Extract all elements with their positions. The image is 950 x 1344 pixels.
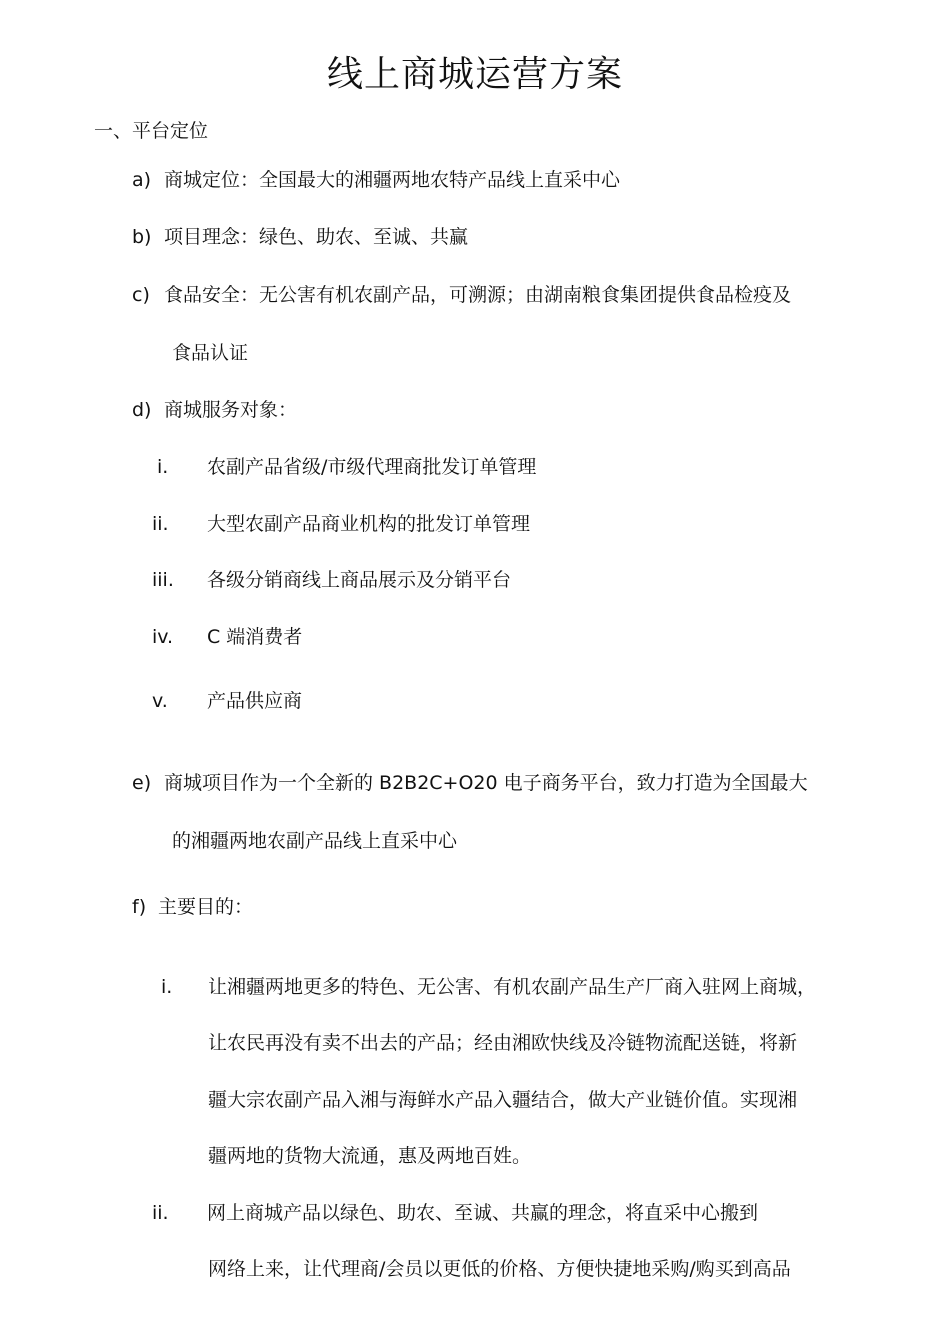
f-subitem-number: i. <box>161 976 173 998</box>
d-subitem-text: 大型农副产品商业机构的批发订单管理 <box>207 513 531 535</box>
item-d-marker: d) <box>132 399 152 421</box>
f-subitem-line: 网络上来，让代理商/会员以更低的价格、方便快捷地采购/购买到高品 <box>208 1258 791 1280</box>
item-d-text: 商城服务对象： <box>164 399 298 421</box>
d-subitem-text: 农副产品省级/市级代理商批发订单管理 <box>207 456 537 478</box>
item-c-text-line2: 食品认证 <box>172 342 249 364</box>
item-a-text: 商城定位：全国最大的湘疆两地农特产品线上直采中心 <box>164 169 621 191</box>
d-subitem-number: iv. <box>152 626 174 648</box>
item-f-marker: f) <box>132 896 147 918</box>
item-f-text: 主要目的： <box>158 896 254 918</box>
f-subitem-line: 疆两地的货物大流通，惠及两地百姓。 <box>208 1145 532 1167</box>
f-subitem-line: 让湘疆两地更多的特色、无公害、有机农副产品生产厂商入驻网上商城， <box>208 976 817 998</box>
item-a-marker: a) <box>132 169 152 191</box>
item-b-marker: b) <box>132 226 152 248</box>
item-e-text-line1: 商城项目作为一个全新的 B2B2C+O20 电子商务平台，致力打造为全国最大 <box>164 772 808 794</box>
d-subitem-number: ii. <box>152 513 169 535</box>
f-subitem-number: ii. <box>152 1202 169 1224</box>
d-subitem-number: iii. <box>152 569 174 591</box>
d-subitem-text: C 端消费者 <box>207 626 303 648</box>
item-b-text: 项目理念：绿色、助农、至诚、共赢 <box>164 226 469 248</box>
item-e-text-line2: 的湘疆两地农副产品线上直采中心 <box>172 830 458 852</box>
f-subitem-line: 疆大宗农副产品入湘与海鲜水产品入疆结合，做大产业链价值。实现湘 <box>208 1089 798 1111</box>
d-subitem-number: v. <box>152 690 168 712</box>
item-e-marker: e) <box>132 772 152 794</box>
d-subitem-text: 产品供应商 <box>207 690 303 712</box>
item-c-marker: c) <box>132 284 150 306</box>
f-subitem-line: 让农民再没有卖不出去的产品；经由湘欧快线及冷链物流配送链，将新 <box>208 1032 798 1054</box>
d-subitem-number: i. <box>157 456 169 478</box>
section-heading: 一、平台定位 <box>94 120 209 142</box>
document-title: 线上商城运营方案 <box>326 54 623 95</box>
f-subitem-line: 网上商城产品以绿色、助农、至诚、共赢的理念，将直采中心搬到 <box>207 1202 759 1224</box>
item-c-text-line1: 食品安全：无公害有机农副产品，可溯源；由湖南粮食集团提供食品检疫及 <box>164 284 792 306</box>
d-subitem-text: 各级分销商线上商品展示及分销平台 <box>207 569 512 591</box>
